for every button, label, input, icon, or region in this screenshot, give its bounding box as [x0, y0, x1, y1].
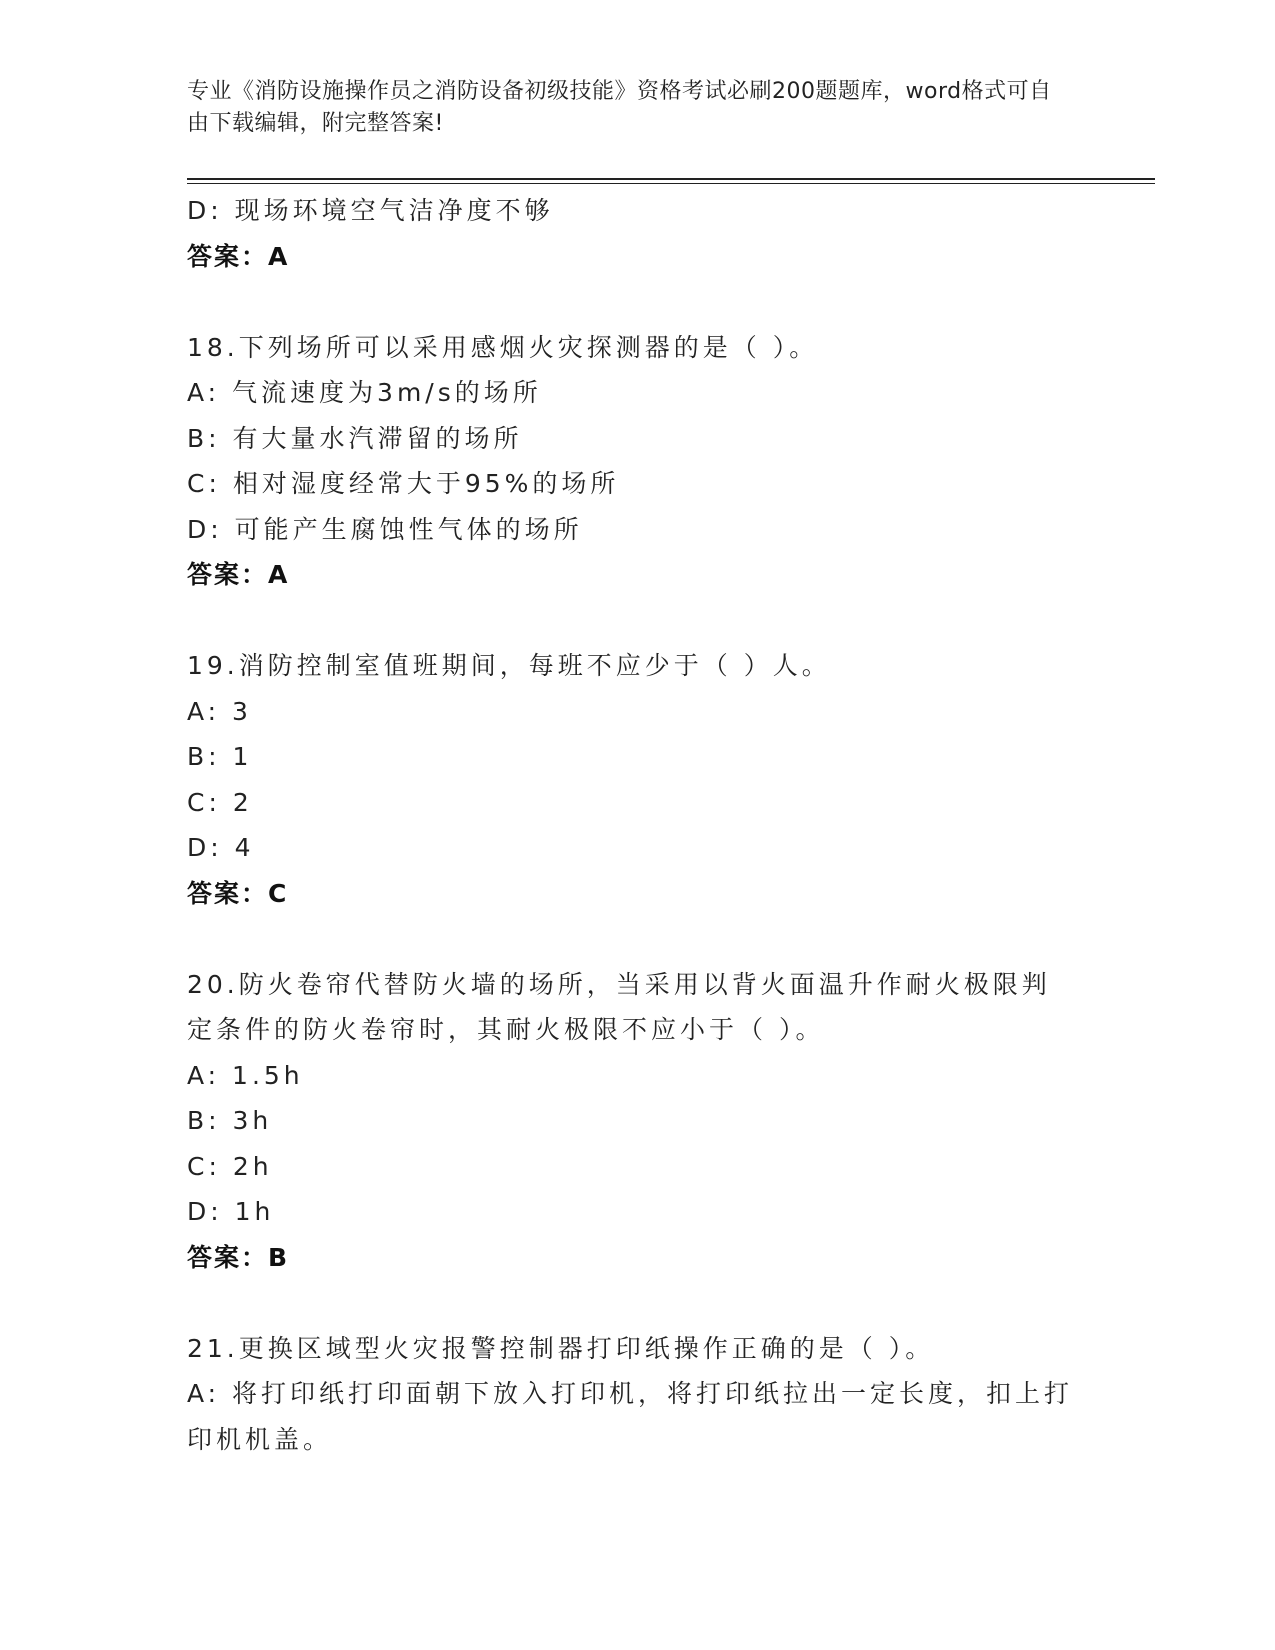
answer-line: 答案：A: [187, 241, 290, 271]
header-divider: [187, 178, 1155, 184]
option-line: B: 3h: [187, 1106, 273, 1135]
question-stem: 19.消防控制室值班期间，每班不应少于（ ）人。: [187, 651, 831, 680]
option-line: C: 2: [187, 787, 253, 817]
answer-line: 答案：B: [187, 1242, 290, 1272]
question-stem: 20.防火卷帘代替防火墙的场所，当采用以背火面温升作耐火极限判定条件的防火卷帘时，其耐火极限不应小于（ ）。: [187, 969, 1051, 1044]
option-line: D: 1h: [187, 1197, 275, 1226]
answer-line: 答案：C: [187, 878, 289, 908]
option-line: C: 2h: [187, 1151, 273, 1181]
answer-line: 答案：A: [187, 560, 290, 589]
question-block: [187, 643, 1087, 916]
page-header: [187, 76, 1067, 140]
question-stem: 21.更换区域型火灾报警控制器打印纸操作正确的是（ ）。: [187, 1333, 935, 1363]
option-line: D: 现场环境空气洁净度不够: [187, 196, 554, 225]
question-block: [187, 325, 1087, 598]
header-text: 专业《消防设施操作员之消防设备初级技能》资格考试必刷200题题库，word格式可自由下载编辑，附完整答案!: [187, 79, 1052, 136]
question-stem: 18.下列场所可以采用感烟火灾探测器的是（ ）。: [187, 332, 819, 362]
option-line: A: 1.5h: [187, 1060, 304, 1090]
option-line: D: 4: [187, 833, 255, 862]
option-line: B: 有大量水汽滞留的场所: [187, 423, 523, 453]
option-line: A: 3: [187, 696, 252, 726]
question-block: [187, 1326, 1087, 1463]
option-line: C: 相对湿度经常大于95%的场所: [187, 469, 620, 498]
option-line: D: 可能产生腐蚀性气体的场所: [187, 514, 583, 544]
document-body: [187, 188, 1087, 1462]
option-line: A: 气流速度为3m/s的场所: [187, 378, 542, 407]
option-line: B: 1: [187, 742, 253, 771]
option-line: A: 将打印纸打印面朝下放入打印机，将打印纸拉出一定长度，扣上打印机机盖。: [187, 1379, 1074, 1454]
question-block: [187, 962, 1087, 1281]
